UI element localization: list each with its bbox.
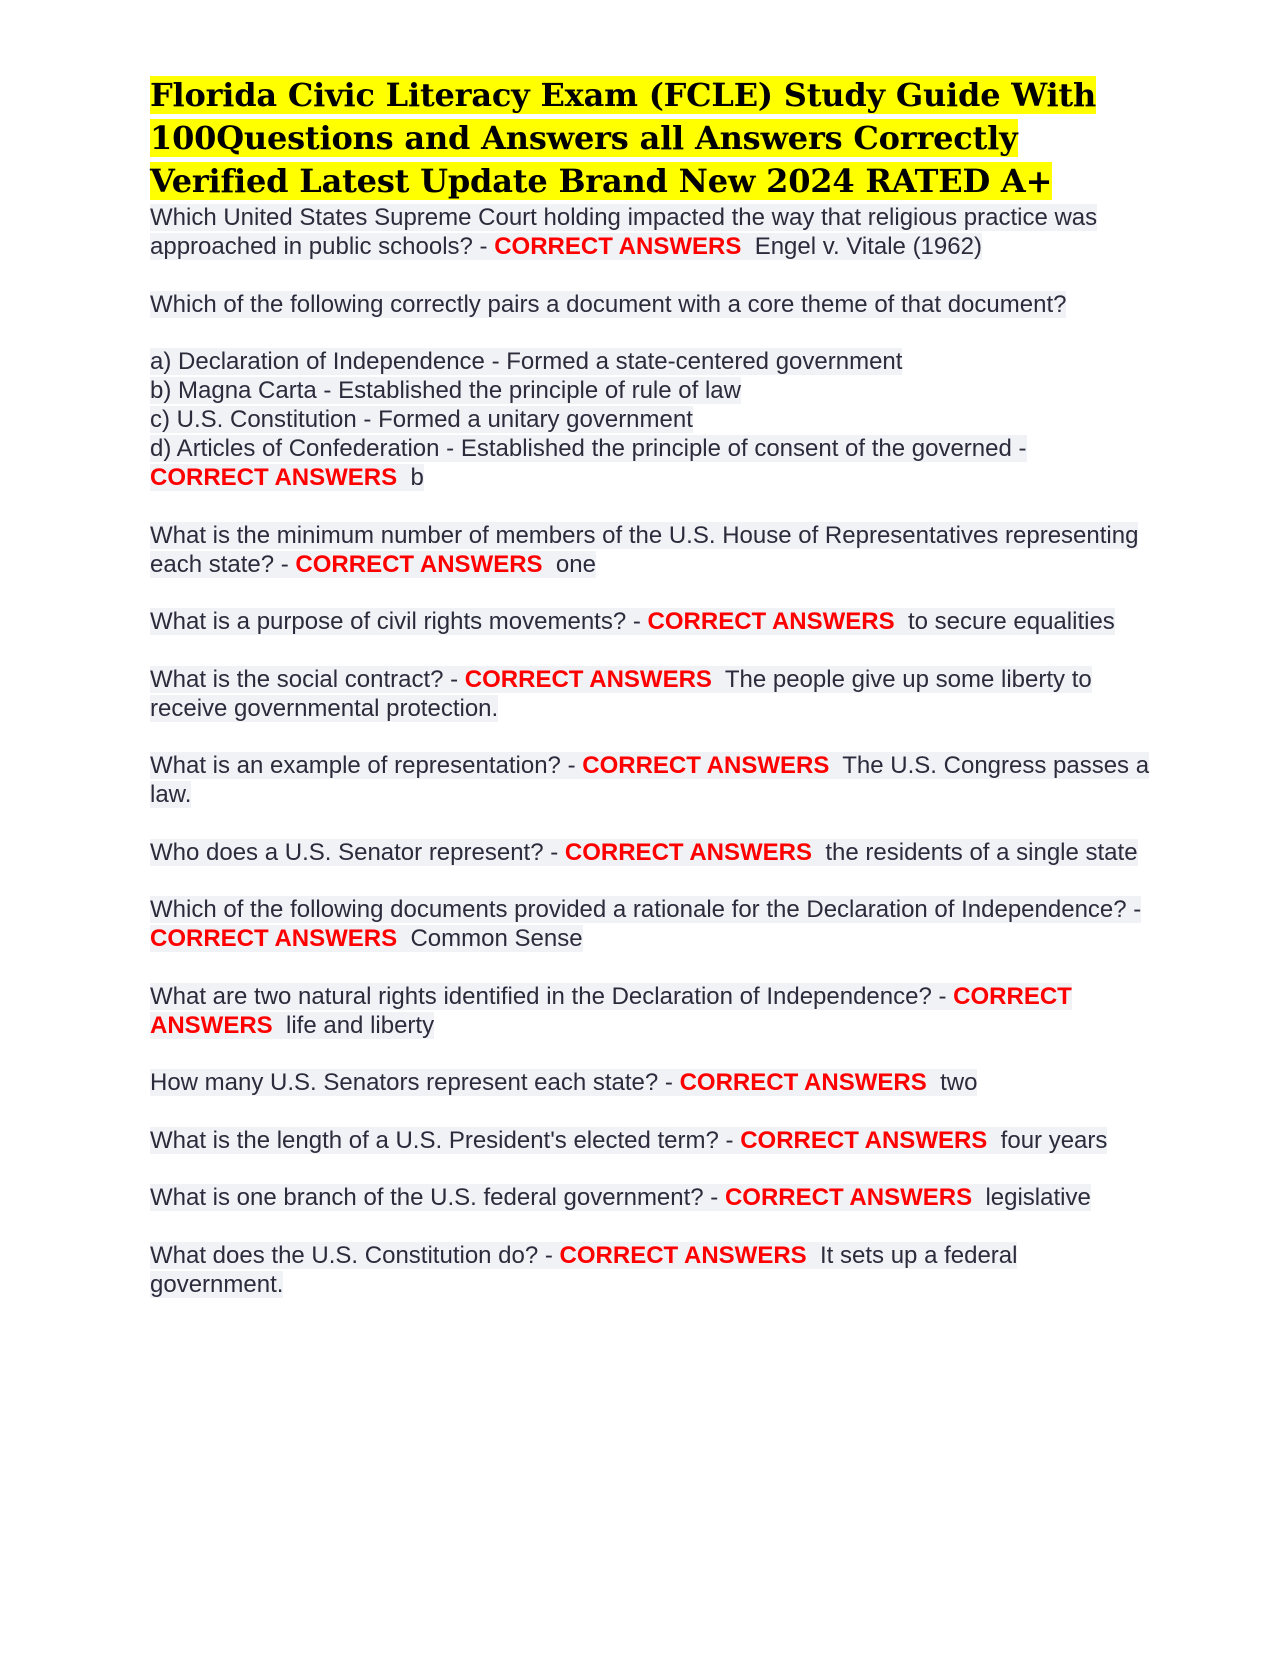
option-d: d) Articles of Confederation - Established the principle of consent of the governed - — [150, 435, 1027, 462]
question-text: What is the length of a U.S. President's elected term? - — [150, 1126, 741, 1154]
question-text: What is one branch of the U.S. federal government? - — [150, 1184, 725, 1211]
document-title — [150, 74, 1150, 203]
answer-text: two — [940, 1069, 978, 1096]
correct-answers-label: CORRECT ANSWERS — [564, 838, 813, 866]
question-text: What is a purpose of civil rights movements? - — [150, 608, 648, 635]
correct-answers-label: CORRECT ANSWERS — [559, 1241, 807, 1269]
qa-item-2-options — [150, 347, 1150, 492]
qa-item-4 — [150, 607, 1150, 636]
answer-text: one — [555, 550, 596, 578]
answer-text: the residents of a single state — [825, 838, 1138, 866]
title-highlight: Florida Civic Literacy Exam (FCLE) Study Guide With 100Questions and Answers all Answers Correctly Verified Latest Update Brand New 2024 RATED A+ — [150, 76, 1097, 200]
correct-answers-label: CORRECT ANSWERS — [295, 550, 543, 578]
correct-answers-label: CORRECT ANSWERS — [464, 665, 712, 693]
qa-item-8 — [150, 895, 1150, 953]
correct-answers-label: CORRECT ANSWERS — [150, 925, 398, 952]
qa-item-5 — [150, 665, 1150, 723]
question-text: Which of the following documents provided a rationale for the Declaration of Independence? - — [150, 896, 1142, 923]
qa-item-11 — [150, 1126, 1150, 1155]
qa-item-10 — [150, 1068, 1150, 1097]
qa-item-9 — [150, 982, 1150, 1040]
question-text: Which United States Supreme Court holding impacted the way that religious practice was approached in public schools? - — [150, 204, 1098, 260]
qa-item-2-question — [150, 290, 1150, 319]
document-page — [150, 74, 1150, 1327]
question-text: What is the minimum number of members of the U.S. House of Representatives representing each state? - — [150, 521, 1139, 578]
correct-answers-label: CORRECT ANSWERS — [582, 752, 830, 779]
answer-text: The people give up some liberty to receive governmental protection. — [150, 665, 1092, 722]
question-text: What is an example of representation? - — [150, 752, 583, 779]
correct-answers-label: CORRECT ANSWERS — [647, 608, 895, 635]
qa-item-6 — [150, 751, 1150, 809]
correct-answers-label: CORRECT ANSWERS — [150, 464, 398, 491]
answer-text: four years — [1000, 1126, 1108, 1154]
question-text: What are two natural rights identified in the Declaration of Independence? - — [150, 982, 954, 1010]
correct-answers-label: CORRECT ANSWERS — [150, 982, 1072, 1039]
answer-text: The U.S. Congress passes a law. — [150, 752, 1150, 808]
question-text: How many U.S. Senators represent each state? - — [150, 1069, 680, 1096]
option-c: c) U.S. Constitution - Formed a unitary government — [150, 406, 693, 433]
answer-text: b — [410, 464, 424, 491]
option-a: a) Declaration of Independence - Formed a state-centered government — [150, 348, 903, 375]
qa-item-12 — [150, 1183, 1150, 1212]
qa-item-13 — [150, 1241, 1150, 1299]
answer-text: Engel v. Vitale (1962) — [754, 233, 982, 260]
question-text: Which of the following correctly pairs a document with a core theme of that document? — [150, 290, 1067, 318]
correct-answers-label: CORRECT ANSWERS — [724, 1184, 973, 1211]
answer-text: to secure equalities — [908, 608, 1115, 635]
option-b: b) Magna Carta - Established the principle of rule of law — [150, 377, 741, 404]
answer-text: Common Sense — [410, 925, 583, 952]
question-text: What does the U.S. Constitution do? - — [150, 1241, 560, 1269]
question-text: What is the social contract? - — [150, 665, 465, 693]
correct-answers-label: CORRECT ANSWERS — [494, 233, 742, 260]
qa-item-1 — [150, 203, 1150, 261]
qa-item-3 — [150, 521, 1150, 579]
correct-answers-label: CORRECT ANSWERS — [740, 1126, 988, 1154]
answer-text: life and liberty — [286, 1011, 435, 1039]
question-text: Who does a U.S. Senator represent? - — [150, 838, 565, 866]
answer-text: legislative — [985, 1184, 1091, 1211]
correct-answers-label: CORRECT ANSWERS — [679, 1069, 927, 1096]
answer-text: It sets up a federal government. — [150, 1241, 1018, 1298]
qa-item-7 — [150, 838, 1150, 867]
